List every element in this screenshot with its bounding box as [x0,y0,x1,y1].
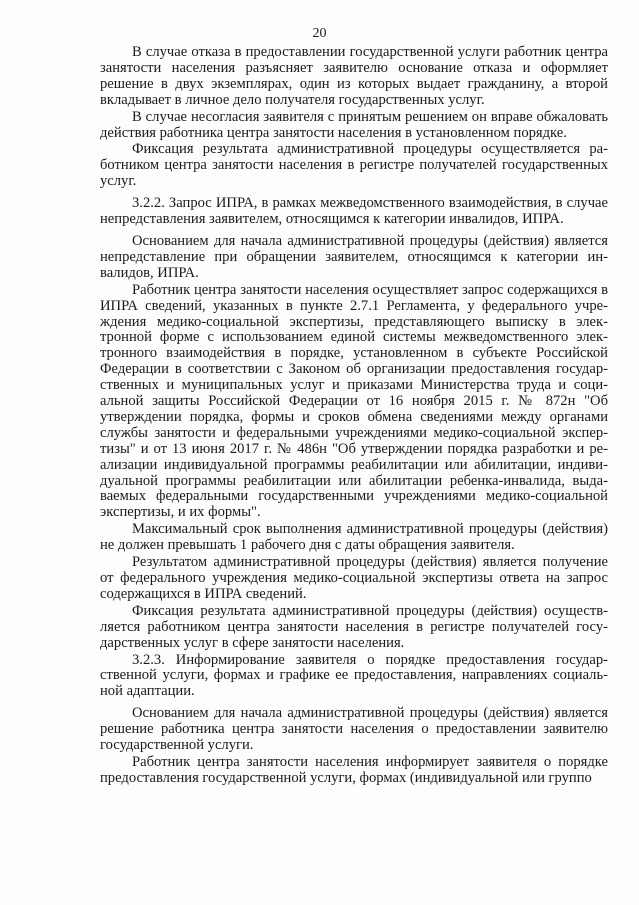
paragraph-3-2-3-basis: Основанием для начала административной процедуры (действия) является решение работника центра занятости населения о предоставлении заявителю государственной услуги. [100,705,608,754]
document-body [100,45,608,788]
paragraph-3-2-2-recording: Фиксация результата административной процедуры (действия) осуществляется работником центра занятости населения в регистре получателей государственных услуг в сфере занятости населения. [100,602,608,651]
paragraph-3-2-2-result: Результатом административной процедуры (действия) является получение от федерального учреждения медико-социальной экспертизы ответа на запрос содержащихся в ИПРА сведений. [100,554,608,602]
paragraph-section-3-2-3-heading: 3.2.3. Информирование заявителя о порядке предоставления государственной услуги, формах и графике ее предоставления, направлениях социальной адаптации. [100,651,608,700]
paragraph-refusal-explanation: В случае отказа в предоставлении государственной услуги работник центра занятости населения разъясняет заявителю основание отказа и оформляет решение в двух экземплярах, один из которых выдает гражданину, а второй вкладывает в личное дело получателя государственных услуг. [100,44,608,108]
paragraph-3-2-3-informing: Работник центра занятости населения информирует заявителя о порядке предоставления государственной услуги, формах (индивидуальной или группо [100,753,608,786]
paragraph-result-recording: Фиксация результата административной процедуры осуществляется работником центра занятости населения в регистре получателей государственных услуг. [100,141,608,190]
paragraph-3-2-2-max-term: Максимальный срок выполнения административной процедуры (действия) не должен превышать 1 рабочего дня с даты обращения заявителя. [100,521,608,554]
paragraph-section-3-2-2-heading: 3.2.2. Запрос ИПРА, в рамках межведомственного взаимодействия, в случае непредставления заявителем, относящимся к категории инвалидов, ИПРА. [100,195,608,228]
page-number: 20 [312,26,327,41]
paragraph-3-2-2-request: Работник центра занятости населения осуществляет запрос содержащихся в ИПРА сведений, указанных в пункте 2.7.1 Регламента, у федерального учреждения медико-социальной экспертизы, представляющего выписку в электронной форме с использованием единой системы межведомственного электронного взаимодействия в порядке, установленном в субъекте Российской Федерации в соответствии с Законом об организации предоставления государственных и муниципальных услуг и приказами Министерства труда и социальной защиты Российской Федерации от 16 ноября 2015 г. № 872н "Об утверждении порядка, формы и сроков обмена сведениями между органами службы занятости и федеральными учреждениями медико-социальной экспертизы" и от 13 июня 2017 г. № 486н "Об утверждении порядка разработки и реализации индивидуальной программы реабилитации или абилитации, индивидуальной программы реабилитации или абилитации ребенка-инвалида, выдаваемых федеральными государственными учреждениями медико-социальной экспертизы, и их формы". [100,281,608,521]
paragraph-appeal-right: В случае несогласия заявителя с принятым решением он вправе обжаловать действия работника центра занятости населения в установленном порядке. [100,108,608,141]
paragraph-3-2-2-basis: Основанием для начала административной процедуры (действия) является непредставление при обращении заявителем, относящимся к категории инвалидов, ИПРА. [100,232,608,281]
